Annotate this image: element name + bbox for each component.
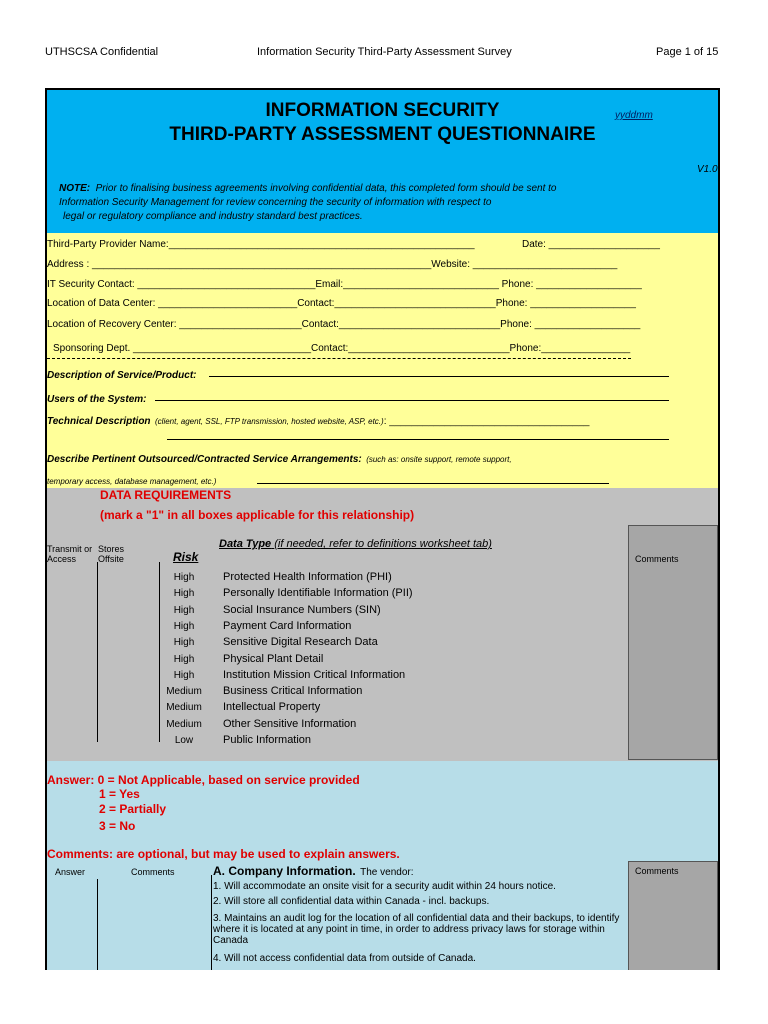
section-a-heading: A. Company Information. (213, 864, 356, 878)
risk-level: Medium (166, 702, 202, 714)
risk-level: High (173, 669, 195, 681)
outsourced-line (257, 483, 609, 484)
sponsoring-dept-field[interactable]: Sponsoring Dept. ________________________________Contact:_____________________________Phone:________________ (53, 343, 631, 354)
provider-name-field[interactable]: Third-Party Provider Name:_______________________________________________________ (47, 239, 475, 250)
data-type-label: Business Critical Information (223, 685, 363, 698)
note-label: NOTE: (59, 183, 91, 194)
outsourced-hint: (such as: onsite support, remote support, (366, 455, 512, 464)
risk-column-header: Risk (173, 550, 199, 564)
data-comments-label: Comments (635, 554, 679, 564)
data-type-label: Payment Card Information (223, 619, 352, 632)
date-field[interactable]: Date: ____________________ (522, 239, 660, 250)
header-center: Information Security Third-Party Assessment Survey (257, 46, 512, 58)
provider-info-section (47, 233, 718, 488)
technical-line: : ____________________________________ (383, 416, 590, 427)
form-title-line1: INFORMATION SECURITY (265, 100, 500, 121)
technical-description-field[interactable] (47, 411, 589, 429)
version-label: V1.0 (697, 164, 718, 175)
date-code: yyddmm (615, 110, 653, 121)
risk-level: High (173, 637, 195, 649)
risk-level: High (173, 604, 195, 616)
risk-level: Low (174, 735, 194, 746)
data-requirements-subtitle: (mark a "1" in all boxes applicable for this relationship) (100, 508, 415, 522)
section-a-subheading: The vendor: (360, 867, 414, 878)
data-type-label: Intellectual Property (223, 701, 321, 714)
divider-dashed (47, 358, 631, 359)
description-field[interactable] (47, 365, 196, 383)
technical-hint: (client, agent, SSL, FTP transmission, hosted website, ASP, etc.) (155, 417, 384, 426)
users-label: Users of the System: (47, 394, 147, 405)
transmit-column-header: Transmit or Access (47, 544, 93, 564)
note-text (59, 182, 556, 224)
description-label: Description of Service/Product: (47, 370, 197, 381)
description-line (209, 376, 669, 377)
note-line-3: legal or regulatory compliance and industry standard best practices. (63, 211, 363, 222)
answer-legend-1: 1 = Yes (99, 787, 140, 801)
data-type-label: Public Information (223, 734, 312, 746)
header-page-number: Page 1 of 15 (656, 46, 719, 58)
header-left: UTHSCSA Confidential (45, 46, 159, 58)
answer-column-divider (97, 879, 98, 970)
outsourced-label: Describe Pertinent Outsourced/Contracted Service Arrangements: (47, 454, 362, 465)
question-column-divider (211, 875, 212, 970)
datatype-column-header (219, 538, 492, 550)
answer-legend-2: 2 = Partially (99, 802, 167, 816)
question-3: 3. Maintains an audit log for the location of all confidential data and their backups, to identify where it is located at any point in time, in order to address privacy laws for storage within Canada (213, 913, 620, 946)
datatype-label: Data Type (219, 538, 272, 550)
data-type-label: Personally Identifiable Information (PII) (223, 587, 413, 600)
answer-column-header: Answer (55, 867, 86, 877)
data-center-field[interactable]: Location of Data Center: _________________________Contact:_____________________________Phone: ___________________ (47, 298, 636, 309)
section-a-comments-box[interactable] (628, 861, 718, 970)
technical-label: Technical Description (47, 416, 151, 427)
transmit-column-divider (97, 562, 98, 742)
answer-legend-3: 3 = No (99, 819, 136, 833)
data-requirements-section (47, 488, 718, 761)
title-banner (47, 90, 718, 233)
users-field[interactable] (47, 389, 146, 407)
outsourced-hint-2: temporary access, database management, etc.) (47, 477, 217, 486)
stores-column-header: Stores Offsite (98, 544, 125, 564)
data-comments-box[interactable] (628, 525, 718, 760)
risk-level: Medium (166, 686, 202, 698)
recovery-center-field[interactable]: Location of Recovery Center: ______________________Contact:_____________________________Phone: ___________________ (47, 319, 641, 330)
note-line-1: Prior to finalising business agreements involving confidential data, this completed form should be sent to (95, 183, 557, 194)
risk-level: High (173, 588, 195, 600)
data-type-label: Physical Plant Detail (223, 652, 324, 665)
answers-section (47, 761, 718, 970)
answer-legend-0: Answer: 0 = Not Applicable, based on service provided (47, 773, 360, 787)
question-4: 4. Will not access confidential data from outside of Canada. (213, 953, 476, 964)
note-line-2: Information Security Management for review concerning the security of information with respect to (59, 197, 492, 208)
data-type-label: Social Insurance Numbers (SIN) (223, 603, 381, 616)
it-security-contact-field[interactable]: IT Security Contact: ________________________________Email:____________________________ Phone: ___________________ (47, 279, 642, 290)
data-type-label: Protected Health Information (PHI) (223, 571, 392, 583)
comments-note: Comments: are optional, but may be used to explain answers. (47, 847, 400, 861)
datatype-hint: (if needed, refer to definitions worksheet tab) (274, 538, 492, 550)
section-a-comments-label: Comments (635, 866, 679, 876)
section-a-title (213, 862, 414, 880)
data-type-label: Other Sensitive Information (223, 717, 357, 730)
question-2: 2. Will store all confidential data within Canada - incl. backups. (213, 896, 490, 907)
outsourced-field[interactable] (47, 449, 512, 467)
outsourced-field-2[interactable] (47, 471, 216, 489)
question-1: 1. Will accommodate an onsite visit for a security audit within 24 hours notice. (213, 881, 556, 892)
questionnaire-form (45, 88, 720, 970)
technical-line-2 (167, 439, 669, 440)
risk-level: High (173, 620, 195, 632)
risk-level: High (173, 653, 195, 665)
comments-column-header: Comments (131, 867, 175, 877)
risk-level: High (173, 572, 195, 583)
users-line (155, 400, 669, 401)
form-title-line2: THIRD-PARTY ASSESSMENT QUESTIONNAIRE (169, 124, 596, 145)
data-type-label: Institution Mission Critical Information (223, 668, 406, 681)
address-field[interactable]: Address : _____________________________________________________________Website: __________________________ (47, 259, 618, 270)
data-requirements-title: DATA REQUIREMENTS (100, 488, 232, 502)
risk-level: Medium (166, 718, 202, 730)
data-type-label: Sensitive Digital Research Data (223, 636, 378, 649)
